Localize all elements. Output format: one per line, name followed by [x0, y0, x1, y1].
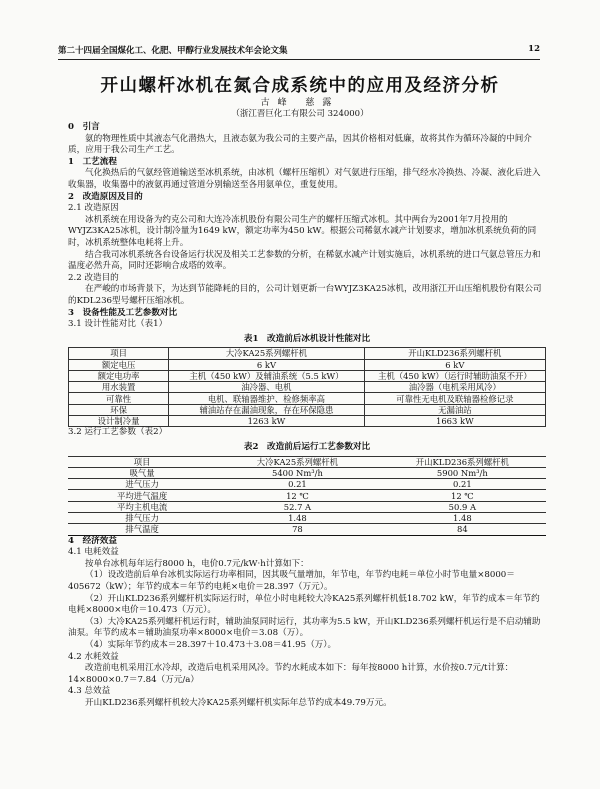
section-heading: 4 经济效益 [68, 535, 117, 546]
table-cell: 用水装置 [69, 382, 169, 393]
affiliation: （浙江晋巨化工有限公司 324000） [231, 109, 369, 119]
section-heading: 1 工艺流程 [68, 156, 117, 167]
table2-caption: 表2 改造前后运行工艺参数对比 [243, 441, 371, 452]
running-head [58, 44, 540, 58]
table-cell: 项目 [69, 348, 169, 359]
table-cell: 12 ℃ [379, 490, 546, 501]
paragraph: （1）设改造前后单台冰机实际运行功率相同，因其吸气量增加，年节电，年节约电耗＝单位小时节电量×8000＝405672（kW）；年节约成本＝年节约电耗×电价＝28.397（万元）。 [68, 570, 515, 592]
table-row [68, 479, 546, 490]
table-cell: 额定电压 [69, 359, 169, 370]
subsection-heading: 4.3 总效益 [68, 686, 111, 697]
table-row [69, 382, 546, 393]
table-cell: 主机（450 kW）（运行时辅助油泵不开） [364, 370, 545, 381]
author: 古峰 慈露 [260, 98, 340, 108]
table-cell: 油冷器（电机采用风冷） [364, 382, 545, 393]
table2 [68, 456, 546, 536]
table-cell: 大冷KA25系列螺杆机 [169, 348, 365, 359]
table-cell: 项目 [68, 456, 216, 467]
table-cell: 1.48 [379, 513, 546, 524]
paper-body [68, 122, 546, 710]
table-row [69, 359, 546, 370]
table-row [68, 490, 546, 501]
subsection-heading: 3.1 设计性能对比（表1） [68, 319, 168, 330]
table-row [69, 416, 546, 427]
subsection-heading: 2.2 改造目的 [68, 272, 119, 283]
page-number: 12 [528, 44, 540, 54]
table-row [69, 370, 546, 381]
table-cell: 12 ℃ [216, 490, 379, 501]
table-row [69, 404, 546, 415]
table-cell: 5900 Nm³/h [379, 467, 546, 478]
table1 [68, 347, 546, 427]
table-header-row [69, 348, 546, 359]
paragraph: （4）实际年节约成本＝28.397＋10.473＋3.08＝41.95（万）。 [85, 639, 337, 650]
table-cell: 设计制冷量 [69, 416, 169, 427]
table-cell: 主机（450 kW）及辅油系统（5.5 kW） [169, 370, 365, 381]
table-cell: 50.9 A [379, 501, 546, 512]
subsection-heading: 4.1 电耗效益 [68, 547, 119, 558]
table-cell: 平均主机电流 [68, 501, 216, 512]
subsection-heading: 2.1 改造原因 [68, 203, 119, 214]
table-cell: 开山KLD236系列螺杆机 [364, 348, 545, 359]
table-row [69, 393, 546, 404]
table-cell: 84 [379, 524, 546, 535]
table-cell: 52.7 A [216, 501, 379, 512]
table-row [68, 467, 546, 478]
table-cell: 平均进气温度 [68, 490, 216, 501]
paper-title: 开山螺杆冰机在氮合成系统中的应用及经济分析 [100, 76, 500, 96]
table-cell: 进气压力 [68, 479, 216, 490]
table-cell: 大冷KA25系列螺杆机 [216, 456, 379, 467]
paragraph: 开山KLD236系列螺杆机较大冷KA25系列螺杆机实际年总节约成本49.79万元。 [85, 697, 392, 708]
section-heading: 2 改造原因及目的 [68, 191, 143, 202]
paragraph: 气化换热后的气氨经管道输送至冰机系统，由冰机（螺杆压缩机）对气氨进行压缩，排气经水冷换热、冷凝、液化后进入收集器，收集器中的液氨再通过管道分别输送至各用氨单位，重复使用。 [68, 168, 541, 190]
section-heading: 3 设备性能及工艺参数对比 [68, 307, 178, 318]
table-cell: 排气温度 [68, 524, 216, 535]
table1-caption: 表1 改造前后冰机设计性能对比 [243, 333, 371, 344]
subsection-heading: 4.2 水耗效益 [68, 651, 119, 662]
table-cell: 6 kV [169, 359, 365, 370]
table-cell: 可靠性无电机及联轴器检修记录 [364, 393, 545, 404]
header-rule [58, 59, 540, 60]
table-cell: 开山KLD236系列螺杆机 [379, 456, 546, 467]
paragraph: 冰机系统在用设备为约克公司和大连冷冻机股份有限公司生产的螺杆压缩式冰机。其中两台为2001年7月投用的WYJZ3KA25冰机，设计制冷量为1649 kW，额定功率为450 kW。根据公司稀氨水减产计划要求，增加冰机系统负荷的同时，冰机系统整体电耗将上升。 [68, 214, 537, 248]
paragraph: 改造前电机采用江水冷却，改造后电机采用风冷。节约水耗成本如下：每年按8000 h计算，水价按0.7元/t计算：14×8000×0.7＝7.84（万元/a） [68, 663, 514, 685]
table-cell: 吸气量 [68, 467, 216, 478]
table-cell: 6 kV [364, 359, 545, 370]
table-cell: 78 [216, 524, 379, 535]
paragraph: 氨的物理性质中其液态气化潜热大，且液态氨为我公司的主要产品，因其价格相对低廉，故将其作为循环冷凝的中间介质，应用于我公司生产工艺。 [68, 133, 532, 156]
table-cell: 0.21 [216, 479, 379, 490]
section-heading: 0 引言 [68, 122, 100, 132]
table-cell: 0.21 [379, 479, 546, 490]
paragraph: 在严峻的市场背景下，为达到节能降耗的目的，公司计划更新一台WYJZ3KA25冰机，改用浙江开山压缩机股份有限公司的KDL236型号螺杆压缩冰机。 [68, 284, 542, 306]
table-cell: 电机、联轴器维护、检修频率高 [169, 393, 365, 404]
table-cell: 额定电功率 [69, 370, 169, 381]
table-cell: 环保 [69, 404, 169, 415]
subsection-heading: 3.2 运行工艺参数（表2） [68, 427, 168, 438]
table-row [68, 501, 546, 512]
paragraph: 按单台冰机每年运行8000 h，电价0.7元/kW·h计算如下： [85, 558, 309, 569]
table-cell: 油冷器、电机 [169, 382, 365, 393]
paragraph: （2）开山KLD236系列螺杆机实际运行时，单位小时电耗较大冷KA25系列螺杆机低18.702 kW，年节约成本＝年节约电耗×8000×电价＝10.473（万元）。 [68, 593, 540, 616]
table-cell: 辅油站存在漏油现象，存在环保隐患 [169, 404, 365, 415]
paragraph: 结合我司冰机系统各台设备运行状况及相关工艺参数的分析，在稀氨水减产计划实施后，冰机系统的进口气氨总管压力和温度必然升高，同时还影响合成塔的效率。 [68, 249, 541, 272]
table-cell: 排气压力 [68, 513, 216, 524]
paragraph: （3）大冷KA25系列螺杆机运行时，辅助油泵同时运行，其功率为5.5 kW，开山KLD236系列螺杆机运行是不启动辅助油泵。年节约成本＝辅助油泵功率×8000×电价＝3.08（万）。 [68, 616, 541, 639]
table-cell: 1263 kW [169, 416, 365, 427]
table-cell: 1.48 [216, 513, 379, 524]
running-head-text: 第二十四届全国煤化工、化肥、甲醇行业发展技术年会论文集 [58, 46, 288, 56]
table-row [68, 524, 546, 535]
table-cell: 1663 kW [364, 416, 545, 427]
table-cell: 5400 Nm³/h [216, 467, 379, 478]
table-cell: 可靠性 [69, 393, 169, 404]
table-row [68, 513, 546, 524]
table-cell: 无漏油站 [364, 404, 545, 415]
table-header-row [68, 456, 546, 467]
